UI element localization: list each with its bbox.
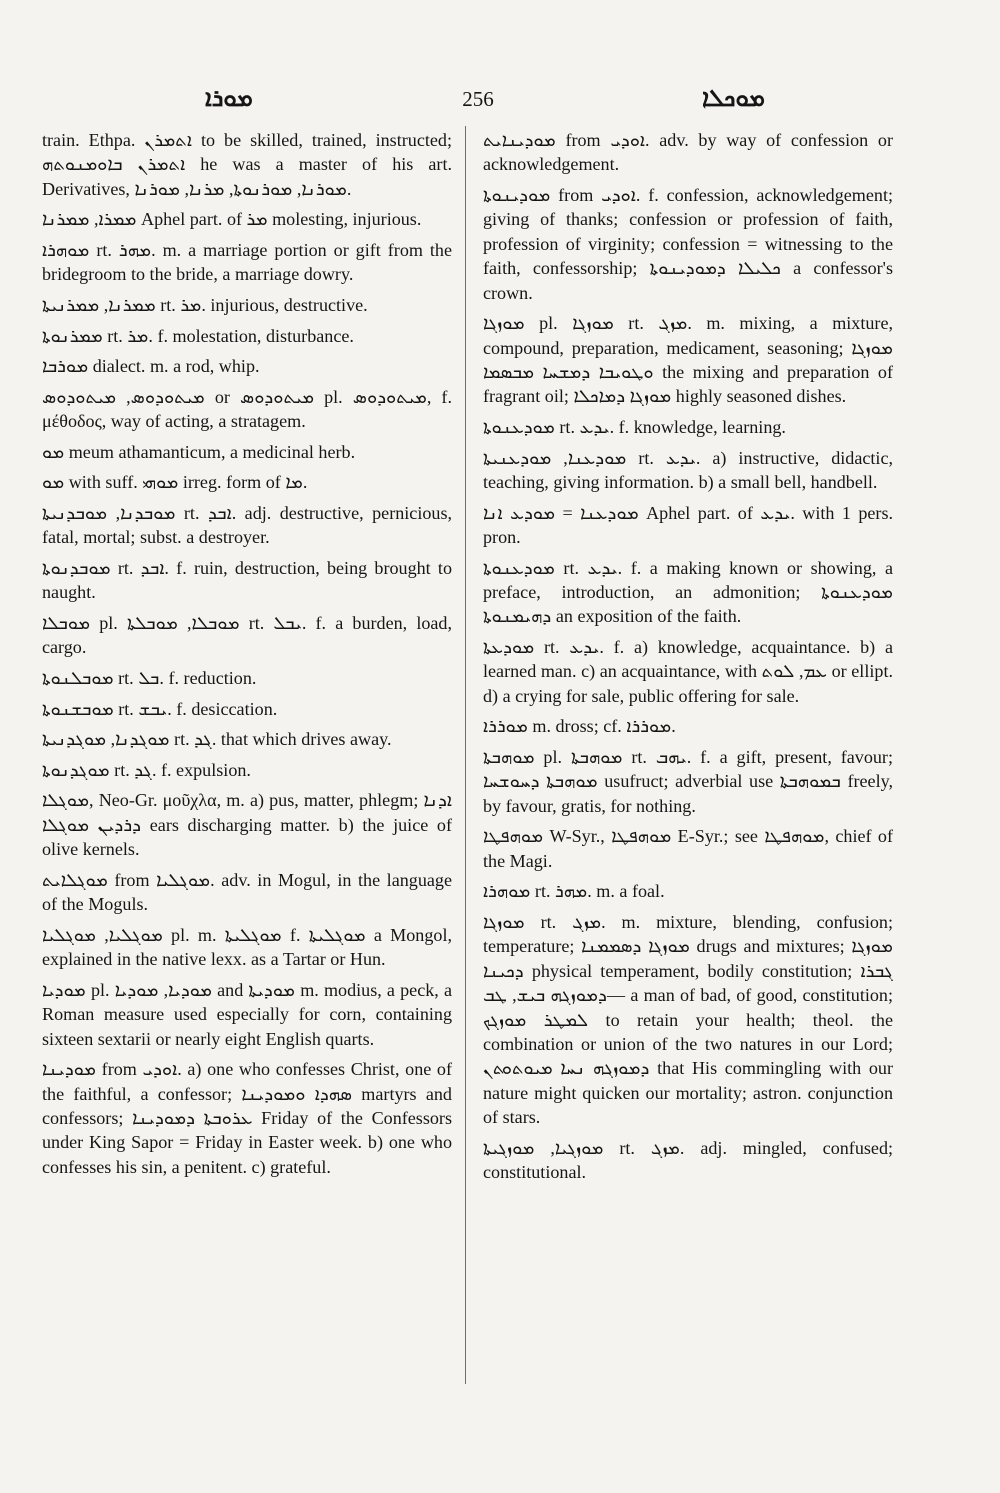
- dictionary-entry: ܡܘ with suff. ܡܘܗܝ irreg. form of ܡܐ.: [42, 472, 308, 493]
- dictionary-entry: ܡܡܪܐ, ܡܡܪܢܐ Aphel part. of ܡܪ molesting, injurious.: [42, 209, 422, 230]
- dictionary-entry: ܡܘܕܝܢܘܬܐ from ܐܘܕܝ. f. confession, acknowledgement; giving of thanks; confession or profession of faith, profession of virginity; confession = witnessing to the faith, confessorship; ܟܠܝܠܐ ܕܡܘܕܝܢܘܬܐ a confessor's crown.: [483, 185, 893, 303]
- dictionary-entry: ܡܘܕܥܢܘܬܐ rt. ܝܕܥ. f. a making known or showing, a preface, introduction, an admonition; ܡܘܕܥܢܘܬܐ ܕܗܝܡܢܘܬܐ an exposition of the faith.: [483, 557, 894, 627]
- dictionary-entry: ܡܘܕܝܢܐܝܬ from ܐܘܕܝ. adv. by way of confession or acknowledgement.: [483, 130, 894, 175]
- column-divider: [465, 126, 466, 1384]
- dictionary-entry: ܡܡܪܢܐ, ܡܡܪܢܝܬܐ rt. ܡܪ. injurious, destructive.: [42, 295, 368, 315]
- dictionary-entry: ܡܘܙܓܝܐ, ܡܘܙܓܝܬܐ rt. ܡܙܓ. adj. mingled, confused; constitutional.: [483, 1137, 894, 1183]
- dictionary-entry: ܡܘܒܕܢܐ, ܡܘܒܕܢܝܬܐ rt. ܐܒܕ. adj. destructive, pernicious, fatal, mortal; subst. a destroyer.: [42, 502, 453, 548]
- left-column: [42, 128, 452, 1185]
- left-running-head-word: ܡܘܪܐ: [205, 84, 253, 112]
- running-head: [0, 84, 1000, 114]
- dictionary-entry: ܡܘܙܓܐ pl. ܡܘܙܓܐ rt. ܡܙܓ. m. mixing, a mixture, compound, preparation, medicament, seasoning; ܡܘܙܓܐ ܘܛܘܝܒܐ ܕܡܫܚܐ ܡܒܣܡܐ the mixing and preparation of fragrant oil; ܡܘܙܓܐ ܕܡܐܟܠܐ highly seasoned dishes.: [483, 313, 893, 407]
- dictionary-entry: ܡܘܕܥܢܐ = ܡܘܕܥ ܐܢܐ Aphel part. of ܝܕܥ. with 1 pers. pron.: [483, 502, 894, 548]
- page-number: 256: [462, 87, 494, 111]
- dictionary-entry: ܡܘܕܥܬܐ rt. ܝܕܥ. f. a) knowledge, acquaintance. b) a learned man. c) an acquaintance, with ܥܡ, ܠܘܬ or ellipt. d) a crying for sale, public offering for sale.: [483, 637, 893, 706]
- dictionary-entry: ܡܘܗܪܐ rt. ܡܗܪ. m. a foal.: [483, 881, 665, 902]
- dictionary-entry: ܡܘܕܝܢܐ from ܐܘܕܝ. a) one who confesses Christ, one of the faithful, a confessor; ܣܗܕܐ ܘܡܘܕܝܢܐ martyrs and confessors; ܥܪܘܒܬܐ ܕܡܘܕܝܢܐ Friday of the Confessors under King Sapor = Friday in Easter week. b) one who confesses his sin, a penitent. c) grateful.: [42, 1059, 453, 1177]
- right-column: [483, 128, 893, 1191]
- dictionary-entry: ܡܘܕܥܢܐ, ܡܘܕܥܢܝܬܐ rt. ܝܕܥ. a) instructive, didactic, teaching, giving information. b) a small bell, handbell.: [483, 447, 893, 493]
- dictionary-entry: ܡܘܓܠܐ, Neo-Gr. μοῦχλα, m. a) pus, matter, phlegm; ܐܕܢܐ ܕܪܕܝܢ ܡܘܓܠܐ ears discharging matter. b) the juice of olive kernels.: [42, 790, 452, 860]
- dictionary-entry: ܡܘܒܕܢܘܬܐ rt. ܐܒܕ. f. ruin, destruction, being brought to naught.: [42, 557, 452, 603]
- dictionary-entry: ܡܘܕܥܢܘܬܐ rt. ܝܕܥ. f. knowledge, learning.: [483, 417, 786, 438]
- dictionary-entry: ܡܘܒܠܐ pl. ܡܘܒܠܐ, ܡܘܒܠܬܐ rt. ܝܒܠ. f. a burden, load, cargo.: [42, 612, 452, 658]
- dictionary-entry: ܡܘܗܒܬܐ pl. ܡܘܗܒܬܐ rt. ܝܗܒ. f. a gift, present, favour; ܡܘܗܒܬܐ ܕܚܘܫܚܐ usufruct; adverbial use ܒܡܘܗܒܬܐ freely, by favour, gratis, for nothing.: [483, 747, 894, 816]
- dictionary-entry: ܡܘܙܓܐ rt. ܡܙܓ. m. mixture, blending, confusion; temperature; ܡܘܙܓܐ ܕܣܡܡܢܐ drugs and mixtures; ܡܘܙܓܐ ܕܟܝܢܐ physical temperament, bodily constitution; ܓܒܪܐ ܕܡܘܙܓܗ ܒܝܫ, ܛܒ— a man of bad, of good, constitution; ܠܡܛܪ ܡܘܙܓܟ to retain your health; theol. the combination or union of the two natures in our Lord; ܕܡܘܙܓܗ ܢܚܐ ܡܝܘܬܘܬܢ that His commingling with our nature might quicken our mortality; astron. conjunction of stars.: [483, 912, 894, 1128]
- dictionary-entry: ܡܘ meum athamanticum, a medicinal herb.: [42, 441, 356, 462]
- dictionary-entry: ܡܘܪܪܐ m. dross; cf. ܡܘܪܪܐ.: [483, 716, 676, 737]
- dictionary-entry: ܡܘܓܠܐܝܬ from ܡܘܓܠܝܐ. adv. in Mogul, in the language of the Moguls.: [42, 869, 452, 915]
- dictionary-entry: train. Ethpa. ܐܬܡܪܢ to be skilled, trained, instructed; ܐܬܡܪܢ ܒܐܘܡܢܘܬܗ he was a master of his art. Derivatives, ܡܘܪܢܐ, ܡܘܪܢܘܬܐ, ܡܪܢܐ, ܡܘܪܢܐ.: [42, 130, 452, 199]
- dictionary-entry: ܡܘܓܕܢܘܬܐ rt. ܓܕ. f. expulsion.: [42, 759, 251, 780]
- dictionary-entry: ܡܘܗܪܐ rt. ܡܗܪ. m. a marriage portion or gift from the bridegroom to the bride, a marriage dowry.: [42, 240, 453, 285]
- dictionary-entry: ܡܘܗܦܛܐ W-Syr., ܡܘܗܦܛܐ E-Syr.; see ܡܘܗܦܛܐ, chief of the Magi.: [483, 826, 893, 871]
- dictionary-entry: ܡܝܬܘܕܘܣ, ܡܝܬܘܕܘܣ or ܡܝܬܘܕܘܣ pl. ܡܝܬܘܕܘܣ, f. μέθοδος, way of acting, a stratagem.: [42, 386, 452, 432]
- dictionary-entry: ܡܡܪܢܘܬܐ rt. ܡܪ. f. molestation, disturbance.: [42, 325, 354, 346]
- dictionary-entry: ܡܘܒܠܢܘܬܐ rt. ܒܠ. f. reduction.: [42, 667, 257, 688]
- dictionary-entry: ܡܘܓܠܝܐ, ܡܘܓܠܝܐ pl. m. ܡܘܓܠܝܬܐ f. ܡܘܓܠܝܬܐ a Mongol, explained in the native lexx. as a Tartar or Hun.: [42, 924, 452, 970]
- dictionary-entry: ܡܘܪܒܐ dialect. m. a rod, whip.: [42, 356, 260, 377]
- dictionary-entry: ܡܘܒܫܢܘܬܐ rt. ܝܒܫ. f. desiccation.: [42, 698, 278, 719]
- dictionary-entry: ܡܘܕܝܐ pl. ܡܘܕܝܐ, ܡܘܕܝܐ and ܡܘܕܝܬܐ m. modius, a peck, a Roman measure used especially for corn, containing sixteen sextarii or nearly eight English quarts.: [42, 979, 452, 1049]
- dictionary-entry: ܡܘܓܕܢܐ, ܡܘܓܕܢܝܬܐ rt. ܓܕ. that which drives away.: [42, 729, 392, 750]
- right-running-head-word: ܡܘܟܠܐ: [702, 84, 765, 112]
